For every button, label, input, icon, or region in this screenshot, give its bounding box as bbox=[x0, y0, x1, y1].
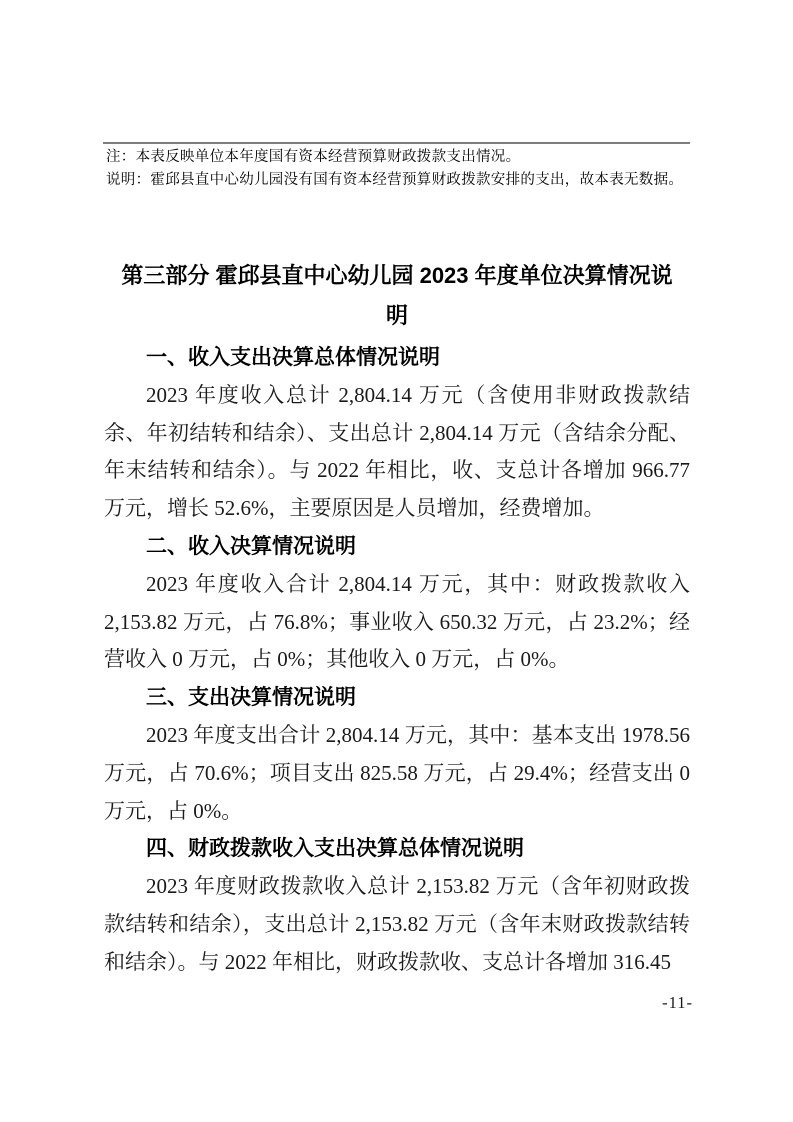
page-number: -11- bbox=[662, 993, 693, 1012]
title-line-1: 第三部分 霍邱县直中心幼儿园 2023 年度单位决算情况说 bbox=[121, 263, 673, 288]
section-1-paragraph: 2023 年度收入总计 2,804.14 万元（含使用非财政拨款结余、年初结转和结余）、支出总计 2,804.14 万元（含结余分配、年末结转和结余）。与 2022 年相比，收、支总计各增加 966.77 万元，增长 52.6%，主要原因是人员增加，经费增加。 bbox=[104, 382, 690, 521]
report-body bbox=[104, 339, 690, 982]
note-line: 注：本表反映单位本年度国有资本经营预算财政拨款支出情况。 bbox=[106, 149, 521, 165]
section-2-heading: 二、收入决算情况说明 bbox=[146, 534, 356, 558]
part-three-title bbox=[104, 256, 690, 336]
section-4-paragraph: 2023 年度财政拨款收入总计 2,153.82 万元（含年初财政拨款结转和结余），支出总计 2,153.82 万元（含年末财政拨款结转和结余）。与 2022 年相比，财政拨款收、支总计各增加 316.45 bbox=[104, 874, 690, 974]
explanation-line: 说明：霍邱县直中心幼儿园没有国有资本经营预算财政拨款安排的支出，故本表无数据。 bbox=[106, 171, 684, 188]
table-notes bbox=[106, 146, 688, 191]
table-bottom-border bbox=[103, 142, 690, 144]
section-3-paragraph: 2023 年度支出合计 2,804.14 万元，其中：基本支出 1978.56 万元，占 70.6%；项目支出 825.58 万元，占 29.4%；经营支出 0 万元，占 0%。 bbox=[104, 722, 690, 823]
section-3-heading: 三、支出决算情况说明 bbox=[146, 686, 356, 710]
section-2-paragraph: 2023 年度收入合计 2,804.14 万元，其中：财政拨款收入 2,153.82 万元，占 76.8%；事业收入 650.32 万元，占 23.2%；经营收入 0 万元，占 0%；其他收入 0 万元，占 0%。 bbox=[104, 571, 690, 672]
title-line-2: 明 bbox=[385, 303, 408, 328]
section-1-heading: 一、收入支出决算总体情况说明 bbox=[146, 346, 440, 369]
section-4-heading: 四、财政拨款收入支出决算总体情况说明 bbox=[146, 837, 524, 861]
